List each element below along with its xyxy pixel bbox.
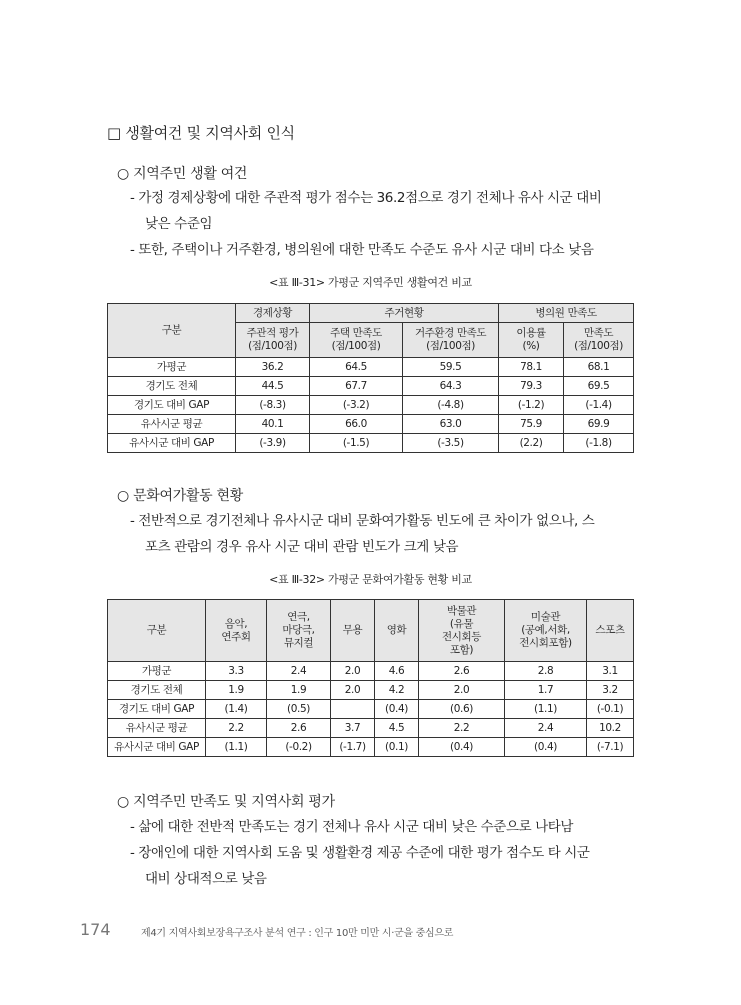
table-cell: (-1.8) — [564, 434, 634, 453]
table-cell: 1.7 — [505, 681, 587, 700]
table-cell: 2.2 — [206, 719, 267, 738]
table-cell: 36.2 — [236, 358, 310, 377]
table-cell: 2.6 — [267, 719, 331, 738]
table-cell: 2.8 — [505, 662, 587, 681]
row-label: 경기도 대비 GAP — [108, 396, 236, 415]
table-cell: (1.1) — [206, 738, 267, 757]
bullet-line: 대비 상대적으로 낮음 — [145, 871, 267, 887]
table-row — [108, 662, 634, 681]
table-cell: 4.2 — [375, 681, 419, 700]
culture-leisure-table — [107, 599, 634, 757]
table-cell: (0.5) — [267, 700, 331, 719]
table-cell: 78.1 — [499, 358, 564, 377]
header-gubun: 구분 — [108, 304, 236, 358]
section-title: □ 생활여건 및 지역사회 인식 — [107, 124, 295, 142]
table-row — [108, 377, 634, 396]
table-cell: 2.0 — [331, 662, 375, 681]
row-label: 유사시군 평균 — [108, 415, 236, 434]
table-cell: (0.1) — [375, 738, 419, 757]
table-cell: (2.2) — [499, 434, 564, 453]
table-cell: (-0.2) — [267, 738, 331, 757]
bullet-line: 낮은 수준임 — [145, 216, 213, 232]
table-cell — [331, 700, 375, 719]
header-col: 박물관 (유물 전시회등 포함) — [419, 600, 505, 662]
header-gubun: 구분 — [108, 600, 206, 662]
row-label: 유사시군 평균 — [108, 719, 206, 738]
table-cell: 4.5 — [375, 719, 419, 738]
row-label: 가평군 — [108, 358, 236, 377]
table-row — [108, 358, 634, 377]
table-cell: 69.5 — [564, 377, 634, 396]
header-col: 주택 만족도 (점/100점) — [310, 323, 403, 358]
bullet-line: - 가정 경제상황에 대한 주관적 평가 점수는 36.2점으로 경기 전체나 유사 시군 대비 — [130, 190, 602, 206]
header-col: 만족도 (점/100점) — [564, 323, 634, 358]
table-caption: <표 Ⅲ-31> 가평군 지역주민 생활여건 비교 — [269, 276, 472, 289]
table-cell: 75.9 — [499, 415, 564, 434]
header-group-hosp: 병의원 만족도 — [499, 304, 634, 323]
table-cell: 2.0 — [331, 681, 375, 700]
table-cell: 64.5 — [310, 358, 403, 377]
table-cell: 2.2 — [419, 719, 505, 738]
table-cell: 3.7 — [331, 719, 375, 738]
table-cell: 3.2 — [587, 681, 634, 700]
table-cell: (0.6) — [419, 700, 505, 719]
table-cell: 79.3 — [499, 377, 564, 396]
table-cell: (-0.1) — [587, 700, 634, 719]
table-cell: (1.4) — [206, 700, 267, 719]
row-label: 경기도 대비 GAP — [108, 700, 206, 719]
bullet-line: - 전반적으로 경기전체나 유사시군 대비 문화여가활동 빈도에 큰 차이가 없으나, 스 — [130, 513, 595, 529]
row-label: 유사시군 대비 GAP — [108, 434, 236, 453]
subsection-title-living: ○ 지역주민 생활 여건 — [117, 166, 248, 182]
bullet-line: - 장애인에 대한 지역사회 도움 및 생활환경 제공 수준에 대한 평가 점수도 타 시군 — [130, 845, 590, 861]
table-row — [108, 738, 634, 757]
bullet-line: - 삶에 대한 전반적 만족도는 경기 전체나 유사 시군 대비 낮은 수준으로 나타남 — [130, 819, 574, 835]
header-col: 영화 — [375, 600, 419, 662]
header-col: 주관적 평가 (점/100점) — [236, 323, 310, 358]
header-col: 미술관 (공예,서화, 전시회포함) — [505, 600, 587, 662]
bullet-line: 포츠 관람의 경우 유사 시군 대비 관람 빈도가 크게 낮음 — [145, 539, 459, 555]
table-cell: (-3.9) — [236, 434, 310, 453]
table-cell: (1.1) — [505, 700, 587, 719]
header-group-house: 주거현황 — [310, 304, 499, 323]
table-cell: (-3.5) — [403, 434, 499, 453]
row-label: 경기도 전체 — [108, 681, 206, 700]
table-cell: 40.1 — [236, 415, 310, 434]
table-cell: 1.9 — [267, 681, 331, 700]
row-label: 경기도 전체 — [108, 377, 236, 396]
table-cell: 3.1 — [587, 662, 634, 681]
table-cell: 4.6 — [375, 662, 419, 681]
table-cell: (0.4) — [375, 700, 419, 719]
subsection-title-satisfaction: ○ 지역주민 만족도 및 지역사회 평가 — [117, 794, 335, 810]
page-number: 174 — [80, 920, 111, 939]
table-cell: (-8.3) — [236, 396, 310, 415]
table-cell: 2.4 — [505, 719, 587, 738]
table-cell: 68.1 — [564, 358, 634, 377]
table-cell: 66.0 — [310, 415, 403, 434]
table-cell: 64.3 — [403, 377, 499, 396]
table-cell: 1.9 — [206, 681, 267, 700]
table-cell: 44.5 — [236, 377, 310, 396]
table-cell: (-1.4) — [564, 396, 634, 415]
living-conditions-table — [107, 303, 634, 453]
table-cell: 2.6 — [419, 662, 505, 681]
table-row — [108, 415, 634, 434]
table-row — [108, 434, 634, 453]
header-col: 음악, 연주회 — [206, 600, 267, 662]
header-col: 거주환경 만족도 (점/100점) — [403, 323, 499, 358]
table-cell: (-1.7) — [331, 738, 375, 757]
header-col: 무용 — [331, 600, 375, 662]
table-cell: 59.5 — [403, 358, 499, 377]
table-cell: (-1.5) — [310, 434, 403, 453]
table-cell: (0.4) — [419, 738, 505, 757]
table-row — [108, 681, 634, 700]
table-row — [108, 719, 634, 738]
table-cell: 3.3 — [206, 662, 267, 681]
table-cell: (-4.8) — [403, 396, 499, 415]
table-cell: (-7.1) — [587, 738, 634, 757]
table-cell: 10.2 — [587, 719, 634, 738]
header-col: 이용률 (%) — [499, 323, 564, 358]
table-row — [108, 700, 634, 719]
header-col: 연극, 마당극, 뮤지컬 — [267, 600, 331, 662]
table-cell: 63.0 — [403, 415, 499, 434]
table-cell: (-1.2) — [499, 396, 564, 415]
row-label: 유사시군 대비 GAP — [108, 738, 206, 757]
table-caption: <표 Ⅲ-32> 가평군 문화여가활동 현황 비교 — [269, 573, 472, 586]
table-row — [108, 396, 634, 415]
table-cell: (0.4) — [505, 738, 587, 757]
row-label: 가평군 — [108, 662, 206, 681]
table-cell: 2.4 — [267, 662, 331, 681]
bullet-line: - 또한, 주택이나 거주환경, 병의원에 대한 만족도 수준도 유사 시군 대비 다소 낮음 — [130, 242, 594, 258]
table-cell: (-3.2) — [310, 396, 403, 415]
subsection-title-culture: ○ 문화여가활동 현황 — [117, 488, 244, 504]
table-cell: 69.9 — [564, 415, 634, 434]
header-col: 스포츠 — [587, 600, 634, 662]
footer-text: 제4기 지역사회보장욕구조사 분석 연구 : 인구 10만 미만 시·군을 중심으로 — [141, 928, 454, 939]
table-cell: 2.0 — [419, 681, 505, 700]
header-group-econ: 경제상황 — [236, 304, 310, 323]
table-cell: 67.7 — [310, 377, 403, 396]
